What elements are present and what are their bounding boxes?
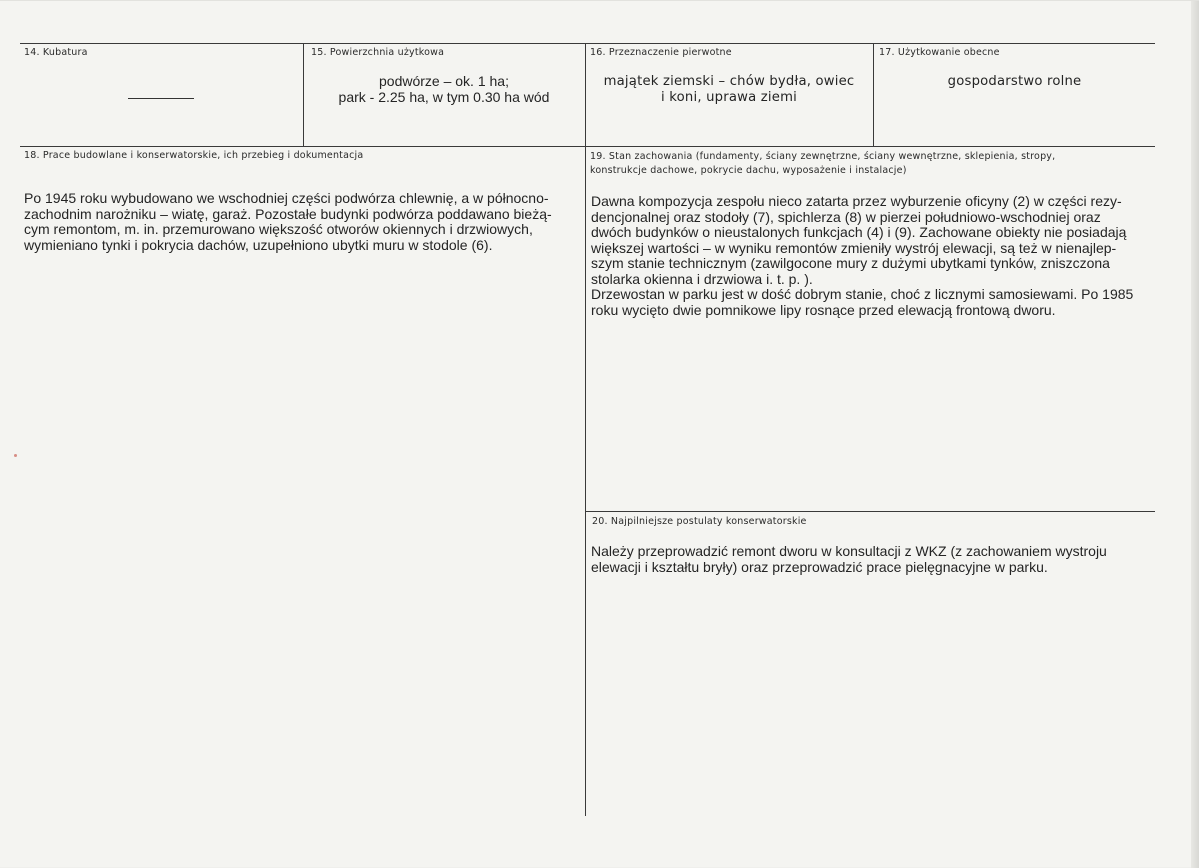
field-18-text (24, 191, 580, 253)
field-18-line: cym remontom, m. in. przemurowano większość otworów okiennych i drzwiowych, (24, 221, 533, 237)
field-20-line: Należy przeprowadzić remont dworu w konsultacji z WKZ (z zachowaniem wystroju (591, 543, 1107, 559)
field-18-label: 18. Prace budowlane i konserwatorskie, ich przebieg i dokumentacja (24, 150, 364, 161)
field-15-label: 15. Powierzchnia użytkowa (311, 47, 445, 58)
field-18-line: zachodnim narożniku – wiatę, garaż. Pozostałe budynki podwórza poddawano bieżą- (24, 205, 552, 222)
field-20-line: elewacji i kształtu bryły) oraz przeprowadzić prace pielęgnacyjne w parku. (591, 558, 1048, 575)
field-20-rule (585, 511, 1155, 512)
divider-16-17 (873, 43, 874, 147)
field-16-value (586, 74, 872, 106)
field-19-text (591, 194, 1151, 318)
field-19-label-line-2: konstrukcje dachowe, pokrycie dachu, wyposażenie i instalacje) (590, 165, 907, 176)
field-19-line: Drzewostan w parku jest w dość dobrym stanie, choć z licznymi samosiewami. Po 1985 (591, 286, 1134, 302)
middle-rule (20, 146, 1155, 147)
ink-speck (14, 454, 17, 457)
field-19-line: roku wycięto dwie pomnikowe lipy rosnące przed elewacją frontową dworu. (591, 301, 1056, 318)
field-15-line-1: podwórze – ok. 1 ha; (379, 73, 509, 89)
field-16-label: 16. Przeznaczenie pierwotne (590, 47, 732, 58)
field-20-text (591, 544, 1151, 575)
field-20-label: 20. Najpilniejsze postulaty konserwatorskie (592, 516, 807, 527)
field-18-line: Po 1945 roku wybudowano we wschodniej części podwórza chlewnię, a w północno- (24, 190, 549, 206)
field-19-line: stolarka okienna i drzwiowa i. t. p. ). (591, 270, 813, 287)
card-edge-shadow (1191, 1, 1199, 868)
field-19-line: większej wartości – w wyniku remontów zmieniły wystrój elewacji, są też w nienajlep- (591, 239, 1117, 256)
divider-main (585, 43, 586, 816)
field-19-line: Dawna kompozycja zespołu nieco zatarta przez wyburzenie oficyny (2) w części rezy- (591, 193, 1122, 209)
field-15-value (304, 74, 584, 105)
field-19-line: dwóch budynków o nieustalonych funkcjach (4) i (9). Zachowane obiekty nie posiadają (591, 224, 1127, 240)
field-17-value: gospodarstwo rolne (947, 74, 1082, 89)
field-16-line-1: majątek ziemski – chów bydła, owiec (603, 74, 855, 89)
field-19-line: szym stanie technicznym (zawilgocone mury z dużymi ubytkami tynków, zniszczona (591, 255, 1110, 271)
field-17-label: 17. Użytkowanie obecne (879, 47, 1000, 58)
field-18-line: wymieniano tynki i pokrycia dachów, uzupełniono ubytki muru w stodole (6). (24, 236, 493, 253)
field-19-label-line-1: 19. Stan zachowania (fundamenty, ściany zewnętrzne, ściany wewnętrzne, sklepienia, stropy, (590, 151, 1056, 162)
field-16-line-2: i koni, uprawa ziemi (661, 90, 797, 105)
field-14-empty-value (128, 98, 194, 99)
top-rule (20, 43, 1155, 44)
field-15-line-2: park - 2.25 ha, w tym 0.30 ha wód (338, 88, 550, 105)
field-14-label: 14. Kubatura (24, 47, 88, 58)
field-19-line: dencjonalnej oraz stodoły (7), spichlerza (8) w pierzei południowo-wschodniej oraz (591, 208, 1101, 225)
